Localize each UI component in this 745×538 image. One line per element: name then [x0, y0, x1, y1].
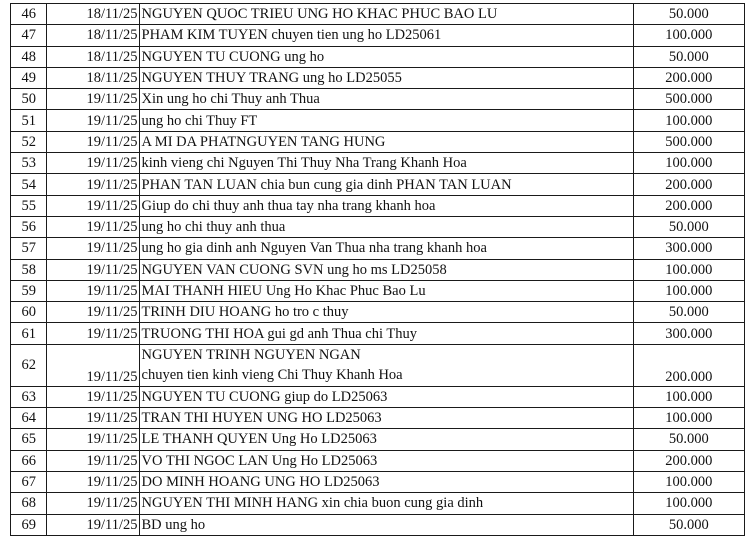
- table-row: [11, 514, 745, 535]
- date-cell: 19/11/25: [47, 195, 139, 216]
- table-row: [11, 89, 745, 110]
- amount-cell: 50.000: [633, 216, 744, 237]
- date-cell: 19/11/25: [47, 302, 139, 323]
- donation-table: [10, 3, 745, 536]
- table-row: [11, 25, 745, 46]
- row-number-cell: 49: [11, 67, 47, 88]
- table-row: [11, 450, 745, 471]
- amount-cell: 100.000: [633, 471, 744, 492]
- amount-cell: 200.000: [633, 174, 744, 195]
- table-row: [11, 110, 745, 131]
- description-cell: ung ho chi Thuy FT: [139, 110, 633, 131]
- description-cell: NGUYEN TU CUONG ung ho: [139, 46, 633, 67]
- table-row: [11, 216, 745, 237]
- amount-cell: 300.000: [633, 323, 744, 344]
- date-cell: 19/11/25: [47, 110, 139, 131]
- date-cell: 19/11/25: [47, 323, 139, 344]
- row-number-cell: 65: [11, 429, 47, 450]
- description-cell: kinh vieng chi Nguyen Thi Thuy Nha Trang Khanh Hoa: [139, 153, 633, 174]
- amount-cell: 200.000: [633, 450, 744, 471]
- description-cell: TRUONG THI HOA gui gd anh Thua chi Thuy: [139, 323, 633, 344]
- amount-cell: 50.000: [633, 429, 744, 450]
- description-line: chuyen tien kinh vieng Chi Thuy Khanh Hoa: [141, 367, 403, 384]
- row-number-cell: 54: [11, 174, 47, 195]
- row-number-cell: 55: [11, 195, 47, 216]
- table-row: [11, 46, 745, 67]
- date-cell: 19/11/25: [47, 408, 139, 429]
- table-row: [11, 493, 745, 514]
- row-number-cell: 60: [11, 302, 47, 323]
- date-cell: 19/11/25: [47, 471, 139, 492]
- table-row: [11, 174, 745, 195]
- row-number-cell: 53: [11, 153, 47, 174]
- amount-cell: 200.000: [633, 344, 744, 386]
- date-cell: 19/11/25: [47, 386, 139, 407]
- date-cell: 19/11/25: [47, 493, 139, 514]
- amount-cell: 100.000: [633, 259, 744, 280]
- description-cell: NGUYEN THUY TRANG ung ho LD25055: [139, 67, 633, 88]
- description-cell: NGUYEN THI MINH HANG xin chia buon cung gia dinh: [139, 493, 633, 514]
- date-cell: 19/11/25: [47, 514, 139, 535]
- date-cell: 19/11/25: [47, 429, 139, 450]
- date-cell: 19/11/25: [47, 174, 139, 195]
- description-cell: MAI THANH HIEU Ung Ho Khac Phuc Bao Lu: [139, 280, 633, 301]
- amount-cell: 100.000: [633, 25, 744, 46]
- description-cell: [139, 344, 633, 386]
- description-cell: PHAN TAN LUAN chia bun cung gia dinh PHAN TAN LUAN: [139, 174, 633, 195]
- date-cell: 18/11/25: [47, 25, 139, 46]
- description-cell: A MI DA PHATNGUYEN TANG HUNG: [139, 131, 633, 152]
- table-row: [11, 195, 745, 216]
- row-number-cell: 47: [11, 25, 47, 46]
- donation-table-body: [11, 4, 745, 536]
- amount-cell: 100.000: [633, 280, 744, 301]
- date-cell: 19/11/25: [47, 216, 139, 237]
- description-cell: TRINH DIU HOANG ho tro c thuy: [139, 302, 633, 323]
- date-cell: 19/11/25: [47, 238, 139, 259]
- date-cell: 19/11/25: [47, 280, 139, 301]
- date-cell: 18/11/25: [47, 4, 139, 25]
- row-number-cell: 56: [11, 216, 47, 237]
- description-cell: NGUYEN TU CUONG giup do LD25063: [139, 386, 633, 407]
- table-row: [11, 4, 745, 25]
- row-number-cell: 51: [11, 110, 47, 131]
- description-cell: ung ho gia dinh anh Nguyen Van Thua nha trang khanh hoa: [139, 238, 633, 259]
- description-cell: BD ung ho: [139, 514, 633, 535]
- amount-cell: 200.000: [633, 195, 744, 216]
- row-number-cell: 59: [11, 280, 47, 301]
- description-cell: TRAN THI HUYEN UNG HO LD25063: [139, 408, 633, 429]
- row-number-cell: 52: [11, 131, 47, 152]
- row-number-cell: 66: [11, 450, 47, 471]
- description-line: NGUYEN TRINH NGUYEN NGAN: [141, 347, 361, 364]
- amount-cell: 100.000: [633, 408, 744, 429]
- amount-cell: 100.000: [633, 493, 744, 514]
- amount-cell: 200.000: [633, 67, 744, 88]
- row-number-cell: 68: [11, 493, 47, 514]
- amount-cell: 300.000: [633, 238, 744, 259]
- row-number-cell: 50: [11, 89, 47, 110]
- table-row: [11, 386, 745, 407]
- amount-cell: 500.000: [633, 89, 744, 110]
- description-cell: VO THI NGOC LAN Ung Ho LD25063: [139, 450, 633, 471]
- description-cell: LE THANH QUYEN Ung Ho LD25063: [139, 429, 633, 450]
- table-row: [11, 429, 745, 450]
- table-row: [11, 323, 745, 344]
- table-row: [11, 280, 745, 301]
- table-row: [11, 153, 745, 174]
- amount-cell: 100.000: [633, 153, 744, 174]
- table-row: [11, 302, 745, 323]
- row-number-cell: 57: [11, 238, 47, 259]
- row-number-cell: 63: [11, 386, 47, 407]
- description-cell: DO MINH HOANG UNG HO LD25063: [139, 471, 633, 492]
- row-number-cell: 69: [11, 514, 47, 535]
- amount-cell: 100.000: [633, 110, 744, 131]
- description-cell: Giup do chi thuy anh thua tay nha trang khanh hoa: [139, 195, 633, 216]
- row-number-cell: 48: [11, 46, 47, 67]
- table-row: [11, 131, 745, 152]
- row-number-cell: 46: [11, 4, 47, 25]
- amount-cell: 50.000: [633, 46, 744, 67]
- date-cell: 19/11/25: [47, 259, 139, 280]
- amount-cell: 50.000: [633, 302, 744, 323]
- table-row: [11, 344, 745, 386]
- amount-cell: 50.000: [633, 4, 744, 25]
- row-number-cell: 61: [11, 323, 47, 344]
- amount-cell: 50.000: [633, 514, 744, 535]
- amount-cell: 100.000: [633, 386, 744, 407]
- row-number-cell: 64: [11, 408, 47, 429]
- date-cell: 18/11/25: [47, 67, 139, 88]
- description-cell: NGUYEN VAN CUONG SVN ung ho ms LD25058: [139, 259, 633, 280]
- row-number-cell: 62: [11, 344, 47, 386]
- date-cell: 19/11/25: [47, 89, 139, 110]
- description-cell: ung ho chi thuy anh thua: [139, 216, 633, 237]
- table-row: [11, 238, 745, 259]
- table-row: [11, 67, 745, 88]
- date-cell: 19/11/25: [47, 131, 139, 152]
- amount-cell: 500.000: [633, 131, 744, 152]
- description-cell: PHAM KIM TUYEN chuyen tien ung ho LD25061: [139, 25, 633, 46]
- row-number-cell: 67: [11, 471, 47, 492]
- description-cell: Xin ung ho chi Thuy anh Thua: [139, 89, 633, 110]
- date-cell: 19/11/25: [47, 153, 139, 174]
- table-row: [11, 408, 745, 429]
- table-row: [11, 259, 745, 280]
- date-cell: 18/11/25: [47, 46, 139, 67]
- date-cell: 19/11/25: [47, 450, 139, 471]
- row-number-cell: 58: [11, 259, 47, 280]
- table-row: [11, 471, 745, 492]
- date-cell: 19/11/25: [47, 344, 139, 386]
- description-cell: NGUYEN QUOC TRIEU UNG HO KHAC PHUC BAO LU: [139, 4, 633, 25]
